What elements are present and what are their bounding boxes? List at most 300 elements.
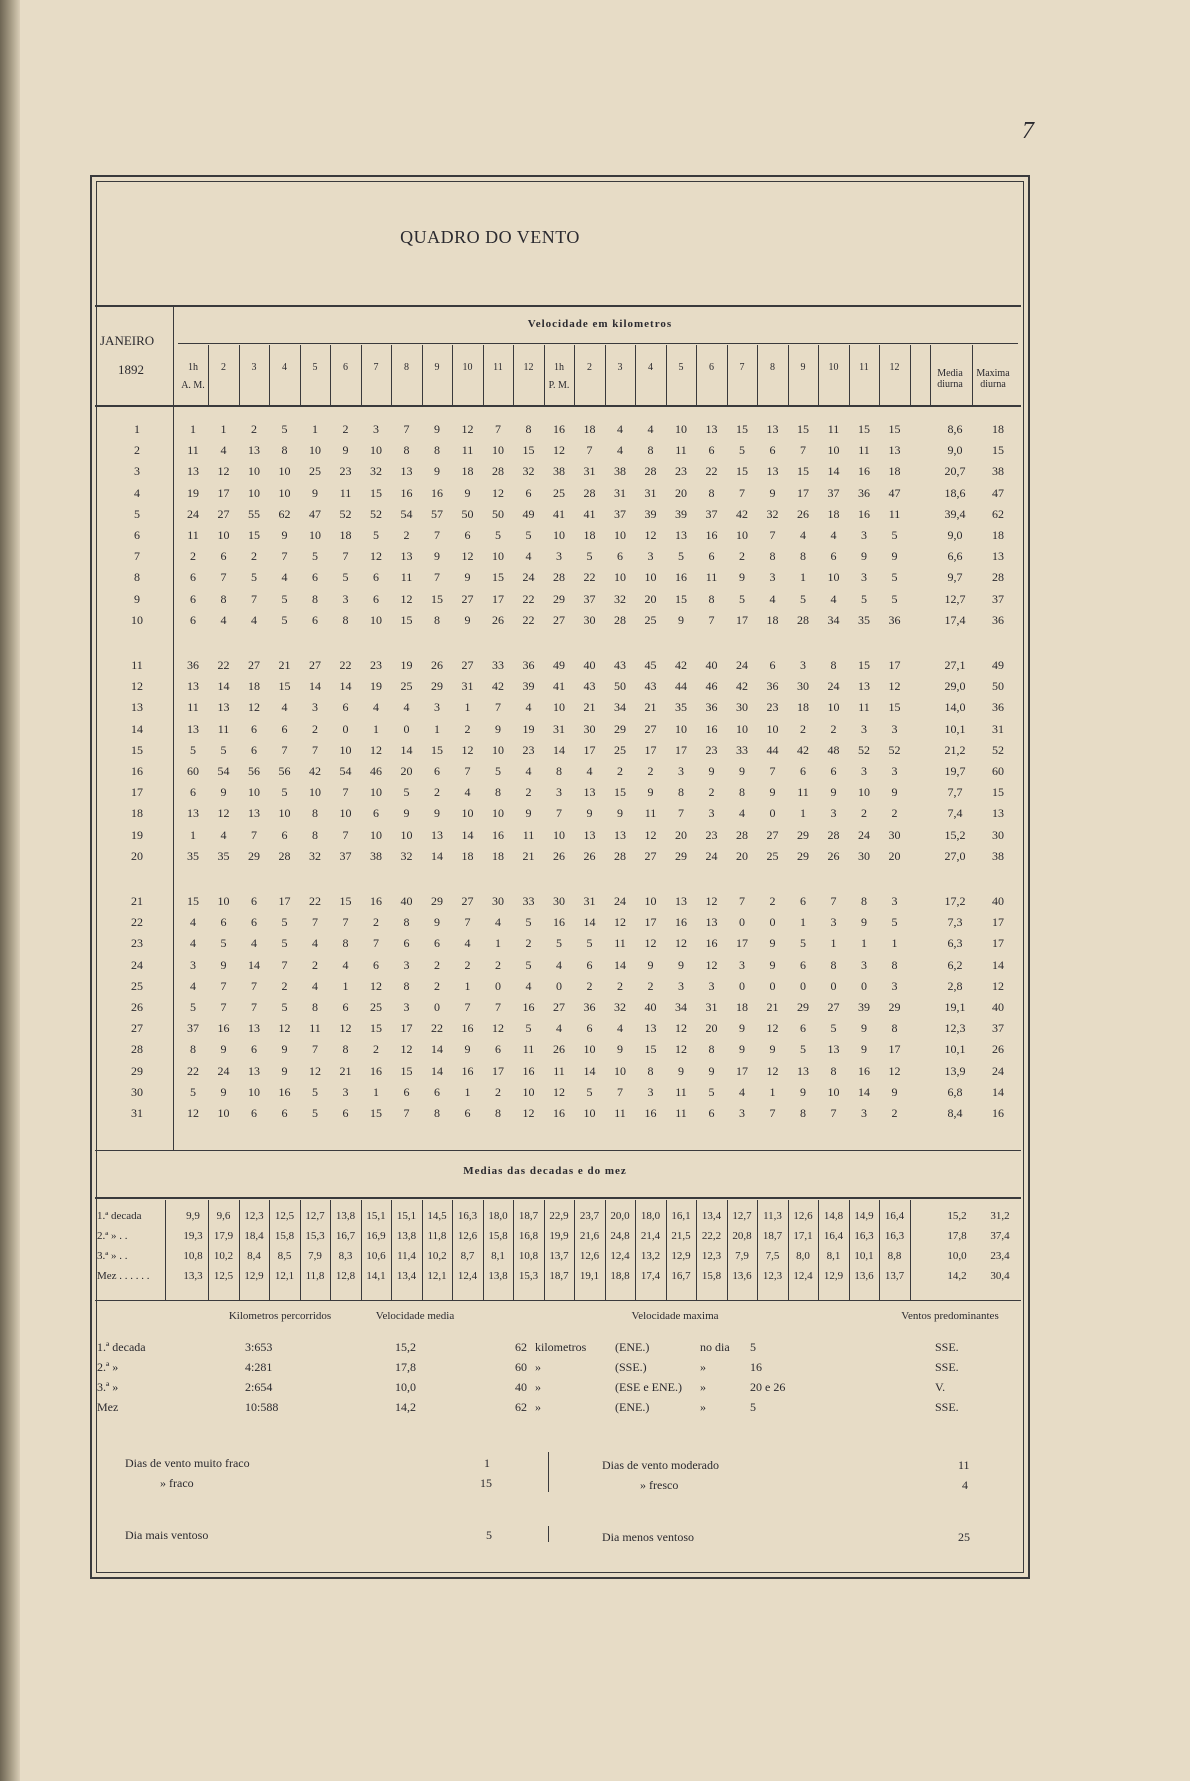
hourly-value: 9: [220, 957, 227, 972]
summary-vel: 17,8: [395, 1360, 416, 1374]
hourly-value: 6: [190, 612, 196, 627]
hour-header-pm: 5: [678, 362, 684, 373]
hourly-value: 36: [766, 679, 779, 694]
hourly-value: 11: [614, 936, 626, 951]
hourly-value: 9: [464, 570, 471, 585]
decade-value: 9,9: [186, 1210, 200, 1222]
hourly-value: 6: [769, 658, 776, 672]
hourly-value: 16: [705, 528, 718, 542]
hourly-value: 46: [370, 764, 382, 778]
hourly-value: 5: [281, 591, 288, 606]
hourly-value: 13: [858, 679, 870, 694]
day-number: 19: [131, 827, 143, 842]
hourly-value: 9: [769, 936, 776, 951]
hour-header-pm: 2: [587, 362, 592, 373]
decade-value: 21,4: [640, 1230, 661, 1242]
day-number: 29: [131, 1063, 143, 1078]
hourly-value: 11: [675, 1106, 687, 1120]
hourly-value: 2: [312, 957, 318, 972]
hourly-value: 7: [373, 936, 379, 951]
hourly-value: 8: [800, 1106, 806, 1120]
hour-header-pm: 3: [617, 362, 623, 373]
hourly-value: 5: [739, 591, 745, 606]
summary-wind: SSE.: [935, 1400, 959, 1414]
hourly-value: 14: [614, 957, 626, 972]
hourly-value: 5: [281, 612, 288, 627]
hour-header-pm: 11: [859, 362, 869, 373]
hourly-value: 8: [312, 827, 318, 842]
hourly-value: 47: [888, 485, 901, 500]
decade-value: 14,9: [854, 1210, 874, 1222]
media-diurna: 6,3: [947, 936, 963, 951]
hourly-value: 14: [309, 679, 321, 694]
hourly-value: 3: [861, 528, 867, 542]
hourly-value: 27: [461, 591, 474, 606]
hour-header-am: 5: [312, 362, 318, 373]
decade-value: 17,1: [793, 1230, 813, 1242]
maxima-diurna: 30: [992, 827, 1004, 842]
hourly-value: 3: [891, 721, 898, 736]
rule: [239, 1200, 240, 1300]
hourly-value: 21: [766, 1000, 779, 1014]
decade-value: 13,8: [488, 1270, 508, 1282]
decade-value: 13,4: [396, 1270, 417, 1282]
maxima-diurna: 26: [992, 1042, 1004, 1057]
hourly-value: 40: [705, 658, 718, 672]
hourly-value: 4: [190, 978, 196, 993]
hourly-value: 6: [342, 1106, 349, 1120]
hourly-value: 11: [614, 1106, 626, 1120]
hourly-value: 1: [495, 936, 501, 951]
hourly-value: 3: [708, 978, 715, 993]
hourly-value: 30: [492, 894, 504, 908]
hourly-value: 7: [739, 485, 745, 500]
hourly-value: 14: [400, 742, 413, 757]
decade-value: 23,7: [579, 1210, 600, 1222]
hourly-value: 12: [675, 1021, 687, 1036]
hourly-value: 1: [434, 721, 440, 736]
hourly-value: 2: [342, 422, 349, 436]
summary-nodia: »: [700, 1400, 706, 1414]
hourly-value: 34: [614, 700, 626, 715]
media-diurna: 12,7: [944, 591, 966, 606]
hourly-value: 9: [434, 422, 440, 436]
rule: [173, 305, 174, 405]
hourly-value: 9: [495, 721, 501, 736]
media-diurna: 7,3: [947, 915, 963, 930]
hourly-value: 10: [492, 443, 504, 458]
hourly-value: 10: [736, 528, 748, 542]
hourly-value: 5: [800, 936, 806, 951]
rule: [605, 1200, 606, 1300]
hourly-value: 34: [675, 1000, 687, 1014]
decade-value: 15,3: [518, 1270, 539, 1282]
summary-nodia: no dia: [700, 1340, 730, 1354]
hourly-value: 4: [190, 936, 196, 951]
hourly-value: 11: [461, 443, 474, 458]
hourly-value: 8: [495, 1106, 501, 1120]
hourly-value: 18: [766, 612, 779, 627]
hourly-value: 6: [495, 1042, 501, 1057]
hourly-value: 7: [830, 1106, 837, 1120]
maxima-diurna: 14: [992, 957, 1004, 972]
hourly-value: 15: [492, 570, 504, 585]
hourly-value: 2: [281, 978, 288, 993]
hourly-value: 21: [522, 848, 535, 863]
hourly-value: 8: [769, 549, 776, 564]
hourly-value: 3: [830, 806, 837, 821]
hourly-value: 6: [800, 764, 806, 778]
hourly-value: 7: [617, 1084, 623, 1099]
hourly-value: 4: [739, 1084, 745, 1099]
hourly-value: 8: [891, 957, 898, 972]
rule: [422, 1200, 423, 1300]
hourly-value: 8: [891, 1021, 898, 1036]
hourly-value: 6: [800, 1021, 806, 1036]
hour-header-pm: 6: [709, 362, 714, 373]
hourly-value: 4: [251, 936, 257, 951]
hourly-value: 38: [370, 848, 382, 863]
hourly-value: 5: [525, 915, 532, 930]
hourly-value: 22: [522, 612, 535, 627]
hourly-value: 13: [431, 827, 443, 842]
decade-value: 8,7: [460, 1250, 475, 1262]
rule: [666, 1200, 667, 1300]
hourly-value: 22: [583, 570, 596, 585]
decade-value: 12,1: [427, 1270, 447, 1282]
hourly-value: 22: [309, 894, 321, 908]
summary-dir: (ENE.): [615, 1340, 650, 1354]
hourly-value: 30: [736, 700, 748, 715]
hourly-value: 15: [370, 485, 382, 500]
decade-value: 22,9: [549, 1210, 569, 1222]
summary-label: 2.ª »: [97, 1360, 119, 1374]
hourly-value: 6: [220, 549, 227, 564]
decade-value: 13,3: [183, 1270, 203, 1282]
hourly-value: 9: [220, 1042, 227, 1057]
summary-day: 5: [750, 1400, 756, 1414]
hourly-value: 37: [339, 848, 352, 863]
hourly-value: 3: [342, 591, 349, 606]
hourly-value: 7: [220, 978, 227, 993]
hourly-value: 5: [403, 785, 410, 800]
rule: [165, 1200, 166, 1300]
hourly-value: 4: [342, 957, 349, 972]
maxima-diurna: 18: [992, 528, 1004, 542]
hourly-value: 43: [583, 679, 596, 694]
hourly-value: 0: [769, 978, 776, 993]
hourly-value: 12: [675, 1042, 687, 1057]
hourly-value: 26: [797, 506, 809, 521]
hour-header-am: 7: [373, 362, 379, 373]
hourly-value: 13: [705, 915, 718, 930]
decade-value: 12,4: [793, 1270, 813, 1282]
am-label: A. M.: [181, 380, 205, 391]
media-diurna-header: Media diurna: [937, 368, 963, 390]
hourly-value: 6: [373, 957, 379, 972]
media-diurna: 39,4: [944, 506, 966, 521]
hourly-value: 0: [342, 721, 349, 736]
vel-header: Velocidade media: [375, 1310, 455, 1322]
day-number: 24: [131, 957, 143, 972]
hourly-value: 10: [827, 570, 840, 585]
hourly-value: 17: [644, 915, 657, 930]
rule: [391, 1200, 392, 1300]
hourly-value: 24: [705, 848, 718, 863]
hourly-value: 10: [248, 464, 260, 479]
hourly-value: 6: [464, 1106, 471, 1120]
hourly-value: 11: [827, 422, 840, 436]
decade-value: 16,3: [457, 1210, 478, 1222]
hour-header-am: 11: [493, 362, 503, 373]
hourly-value: 7: [769, 764, 776, 778]
rule: [910, 1200, 911, 1300]
hourly-value: 9: [281, 1063, 288, 1078]
hourly-value: 4: [464, 936, 471, 951]
hourly-value: 5: [800, 1042, 806, 1057]
hourly-value: 9: [769, 1042, 776, 1057]
maxima-diurna: 52: [992, 742, 1004, 757]
summary-dir: (ENE.): [615, 1400, 650, 1414]
media-diurna: 8,4: [947, 1106, 963, 1120]
hourly-value: 16: [492, 827, 504, 842]
hourly-value: 10: [614, 1063, 626, 1078]
hourly-value: 36: [187, 658, 199, 672]
hourly-value: 42: [675, 658, 687, 672]
hourly-value: 17: [278, 894, 291, 908]
hourly-value: 10: [278, 464, 291, 479]
hourly-value: 3: [739, 1106, 745, 1120]
day-number: 28: [131, 1042, 143, 1057]
hourly-value: 28: [583, 485, 596, 500]
maxima-diurna: 28: [992, 570, 1004, 585]
hourly-value: 1: [373, 1084, 379, 1099]
hourly-value: 1: [190, 422, 196, 436]
decade-value: 10,6: [366, 1250, 386, 1262]
hourly-value: 2: [586, 978, 593, 993]
summary-km: 3:653: [245, 1340, 273, 1354]
hourly-value: 8: [830, 658, 837, 672]
hourly-value: 31: [705, 1000, 718, 1014]
summary-label: Mez: [97, 1400, 119, 1414]
hourly-value: 6: [434, 1084, 440, 1099]
hourly-value: 4: [403, 700, 410, 715]
summary-unit: »: [535, 1380, 541, 1394]
menos-ventoso-value: 25: [958, 1530, 970, 1544]
hourly-value: 20: [675, 827, 687, 842]
media-diurna: 6,8: [947, 1084, 963, 1099]
hourly-value: 3: [861, 570, 867, 585]
hourly-value: 16: [675, 570, 687, 585]
summary-label: 3.ª »: [97, 1380, 119, 1394]
decade-value: 16,8: [518, 1230, 539, 1242]
fresco-value: 4: [962, 1478, 968, 1492]
decade-value: 12,9: [244, 1270, 264, 1282]
hourly-value: 2: [251, 422, 257, 436]
hourly-value: 4: [220, 612, 227, 627]
hourly-value: 1: [220, 422, 227, 436]
hourly-value: 10: [309, 443, 321, 458]
fraco-label: » fraco: [160, 1476, 194, 1490]
summary-km: 10:588: [245, 1400, 279, 1414]
book-spine: [0, 0, 20, 1781]
hourly-value: 13: [187, 679, 199, 694]
hourly-value: 9: [220, 1084, 227, 1099]
hourly-value: 25: [766, 848, 779, 863]
decade-value: 16,3: [854, 1230, 874, 1242]
hourly-value: 13: [217, 700, 230, 715]
hourly-value: 3: [373, 422, 379, 436]
hourly-value: 1: [464, 700, 471, 715]
media-diurna: 14,0: [944, 700, 966, 715]
maxima-diurna: 13: [992, 806, 1004, 821]
hourly-value: 14: [583, 915, 596, 930]
hourly-value: 15: [370, 1021, 382, 1036]
decade-value: 22,2: [701, 1230, 722, 1242]
media-diurna: 2,8: [947, 978, 963, 993]
summary-unit: »: [535, 1400, 541, 1414]
hourly-value: 0: [861, 978, 867, 993]
hourly-value: 24: [614, 894, 626, 908]
hourly-value: 42: [736, 506, 748, 521]
hourly-value: 12: [370, 549, 382, 564]
hourly-value: 39: [644, 506, 657, 521]
hourly-value: 0: [769, 915, 776, 930]
hourly-value: 4: [464, 785, 471, 800]
hourly-value: 8: [434, 612, 440, 627]
hourly-value: 8: [739, 785, 745, 800]
hourly-value: 2: [830, 721, 837, 736]
hourly-value: 50: [614, 679, 626, 694]
hourly-value: 3: [678, 978, 684, 993]
hourly-value: 12: [248, 700, 260, 715]
hourly-value: 8: [525, 422, 532, 436]
hourly-value: 17: [675, 742, 687, 757]
hourly-value: 4: [525, 700, 532, 715]
hourly-value: 9: [434, 915, 440, 930]
hourly-value: 6: [769, 443, 776, 458]
hourly-value: 37: [705, 506, 718, 521]
hourly-value: 35: [217, 848, 230, 863]
hourly-value: 30: [583, 612, 596, 627]
media-diurna: 8,6: [947, 422, 963, 436]
hourly-value: 4: [617, 422, 623, 436]
rule: [361, 345, 362, 405]
hourly-value: 12: [522, 1106, 535, 1120]
hourly-value: 6: [434, 936, 440, 951]
day-number: 12: [131, 679, 143, 694]
hourly-value: 9: [891, 549, 898, 564]
decade-maxima: 31,2: [990, 1210, 1010, 1222]
hourly-value: 5: [525, 957, 532, 972]
hourly-value: 33: [492, 658, 504, 672]
hourly-value: 7: [342, 785, 349, 800]
hourly-value: 41: [553, 679, 565, 694]
hourly-value: 6: [251, 915, 257, 930]
decade-value: 10,1: [854, 1250, 874, 1262]
maxima-diurna: 38: [992, 464, 1004, 479]
hourly-value: 18: [339, 528, 352, 542]
decade-media: 17,8: [947, 1230, 967, 1242]
hourly-value: 10: [309, 528, 321, 542]
hourly-value: 13: [187, 464, 199, 479]
hourly-value: 4: [586, 764, 593, 778]
media-diurna: 20,7: [944, 464, 966, 479]
hourly-value: 12: [644, 528, 657, 542]
hourly-value: 36: [858, 485, 870, 500]
hourly-value: 8: [647, 443, 654, 458]
hourly-value: 1: [861, 936, 867, 951]
hourly-value: 12: [553, 443, 565, 458]
decade-value: 11,4: [397, 1250, 416, 1262]
hourly-value: 2: [525, 936, 532, 951]
hourly-value: 18: [827, 506, 840, 521]
hourly-value: 8: [281, 443, 288, 458]
maxima-diurna-header: Maxima diurna: [976, 368, 1010, 390]
hourly-value: 55: [248, 506, 260, 521]
hourly-value: 7: [251, 827, 257, 842]
hourly-value: 7: [403, 1106, 410, 1120]
hourly-value: 4: [220, 443, 227, 458]
hourly-value: 0: [434, 1000, 440, 1014]
maxima-diurna: 24: [992, 1063, 1004, 1078]
fraco-value: 15: [480, 1476, 492, 1490]
hourly-value: 20: [400, 764, 413, 778]
hourly-value: 9: [464, 1042, 471, 1057]
hourly-value: 22: [187, 1063, 199, 1078]
hourly-value: 25: [644, 612, 657, 627]
hourly-value: 17: [736, 1063, 748, 1078]
hourly-value: 24: [522, 570, 535, 585]
hourly-value: 5: [190, 1000, 196, 1014]
hourly-value: 2: [525, 785, 532, 800]
hourly-value: 17: [492, 1063, 504, 1078]
hourly-value: 37: [827, 485, 840, 500]
hourly-value: 7: [830, 894, 837, 908]
hourly-value: 8: [220, 591, 227, 606]
hourly-value: 49: [522, 506, 535, 521]
hourly-value: 30: [583, 721, 596, 736]
hourly-value: 16: [370, 894, 382, 908]
hourly-value: 36: [705, 700, 718, 715]
hourly-value: 9: [464, 485, 471, 500]
hourly-value: 6: [251, 721, 257, 736]
hourly-value: 27: [309, 658, 321, 672]
hourly-value: 38: [553, 464, 565, 479]
rule: [483, 1200, 484, 1300]
hourly-value: 7: [251, 978, 257, 993]
hourly-value: 37: [583, 591, 596, 606]
media-diurna: 19,7: [944, 764, 966, 778]
hourly-value: 11: [553, 1063, 565, 1078]
decade-value: 16,7: [335, 1230, 356, 1242]
hourly-value: 3: [556, 785, 562, 800]
hourly-value: 7: [464, 1000, 471, 1014]
decade-value: 7,9: [735, 1250, 749, 1262]
rule: [605, 345, 606, 405]
mais-ventoso-value: 5: [486, 1528, 492, 1542]
day-number: 5: [134, 506, 140, 521]
hourly-value: 10: [370, 827, 382, 842]
summary-unit: »: [535, 1360, 541, 1374]
hourly-value: 9: [678, 612, 684, 627]
hourly-value: 23: [705, 827, 718, 842]
hourly-value: 8: [403, 915, 410, 930]
hourly-value: 5: [220, 742, 227, 757]
hourly-value: 8: [342, 1042, 349, 1057]
hourly-value: 10: [278, 485, 291, 500]
decade-value: 13,6: [854, 1270, 874, 1282]
